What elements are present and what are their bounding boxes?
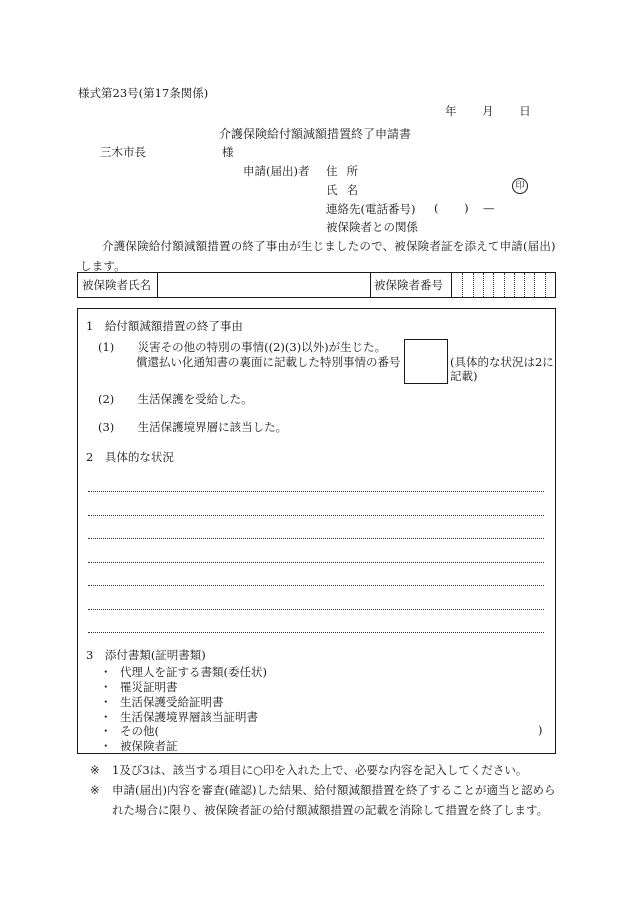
document-title: 介護保険給付額減額措置終了申請書 bbox=[218, 127, 411, 141]
attachment-item[interactable] bbox=[100, 679, 178, 695]
reason-item-1-subtext: 償還払い化通知書の裏面に記載した特別事情の番号 bbox=[136, 355, 401, 369]
reason-item-1-number: (1) bbox=[98, 340, 115, 354]
relation-label: 被保険者との関係 bbox=[326, 220, 418, 234]
section1-title: 1 給付額減額措置の終了事由 bbox=[86, 319, 243, 333]
reason-item-1[interactable] bbox=[98, 339, 386, 355]
attachment-item[interactable] bbox=[100, 738, 178, 754]
reason-item-2-number: (2) bbox=[98, 392, 115, 406]
section3-title: 3 添付書類(証明書類) bbox=[86, 648, 206, 662]
reason-item-3-number: (3) bbox=[98, 420, 115, 434]
bullet: ・ bbox=[100, 724, 112, 738]
note-2 bbox=[92, 780, 558, 820]
insured-info-table bbox=[77, 272, 556, 298]
name-label: 氏名 bbox=[326, 183, 367, 197]
reason-item-2[interactable] bbox=[98, 391, 253, 407]
insured-number-label: 被保険者番号 bbox=[370, 273, 452, 297]
attachment-label: 代理人を証する書類(委任状) bbox=[120, 665, 267, 679]
note-1 bbox=[92, 760, 558, 780]
contact-label: 連絡先(電話番号) bbox=[326, 202, 416, 216]
insured-name-label: 被保険者氏名 bbox=[78, 273, 158, 297]
attachment-label: 被保険者証 bbox=[120, 739, 178, 753]
section2-title: 2 具体的な状況 bbox=[86, 450, 174, 464]
special-reason-number-box[interactable] bbox=[404, 339, 448, 384]
bullet: ・ bbox=[100, 695, 112, 709]
attachment-item[interactable] bbox=[100, 723, 159, 739]
attachment-item[interactable] bbox=[100, 694, 224, 710]
attachment-item[interactable] bbox=[100, 664, 267, 680]
situation-line[interactable] bbox=[88, 632, 544, 633]
digit-separator bbox=[452, 273, 546, 297]
situation-line[interactable] bbox=[88, 538, 544, 539]
bullet: ・ bbox=[100, 665, 112, 679]
attachment-label: 罹災証明書 bbox=[120, 680, 178, 694]
applicant-label: 申請(届出)者 bbox=[243, 164, 310, 178]
reason-item-3-text: 生活保護境界層に該当した。 bbox=[137, 420, 288, 434]
seal-mark: 印 bbox=[512, 178, 528, 194]
situation-line[interactable] bbox=[88, 609, 544, 610]
situation-line[interactable] bbox=[88, 585, 544, 586]
attachment-label: 生活保護境界層該当証明書 bbox=[120, 710, 258, 724]
note-text: 1及び3は、該当する項目に○印を入れた上で、必要な内容を記入してください。 bbox=[112, 763, 528, 777]
situation-line[interactable] bbox=[88, 562, 544, 563]
addressee-honorific: 様 bbox=[222, 145, 234, 159]
note-text: 申請(届出)内容を審査(確認)した結果、給付額減額措置を終了することが適当と認められた場合に限り、被保険者証の給付額減額措置の記載を消除して措置を終了します。 bbox=[112, 783, 556, 817]
contact-paren: ( ) bbox=[434, 201, 469, 215]
note-mark: ※ bbox=[90, 783, 100, 797]
intro-text: 介護保険給付額減額措置の終了事由が生じましたので、被保険者証を添えて申請(届出)します。 bbox=[80, 239, 556, 273]
addressee-name: 三木市長 bbox=[100, 145, 146, 159]
address-label: 住所 bbox=[326, 164, 367, 178]
reason-item-1-note: (具体的な状況は2に記載) bbox=[450, 355, 554, 383]
bullet: ・ bbox=[100, 739, 112, 753]
attachment-label: 生活保護受給証明書 bbox=[120, 695, 224, 709]
insured-number-field[interactable] bbox=[452, 273, 555, 297]
bullet: ・ bbox=[100, 710, 112, 724]
situation-line[interactable] bbox=[88, 515, 544, 516]
bullet: ・ bbox=[100, 680, 112, 694]
contact-dash: — bbox=[483, 201, 495, 215]
insured-name-field[interactable] bbox=[158, 273, 371, 297]
situation-line[interactable] bbox=[88, 491, 544, 492]
main-form-box bbox=[77, 308, 556, 754]
date-line: 年 月 日 bbox=[445, 104, 531, 118]
form-number: 様式第23号(第17条関係) bbox=[78, 86, 209, 100]
attachment-other-close: ) bbox=[538, 723, 543, 737]
note-mark: ※ bbox=[90, 763, 100, 777]
reason-item-2-text: 生活保護を受給した。 bbox=[137, 392, 253, 406]
attachment-label: その他( bbox=[120, 724, 159, 738]
reason-item-1-text: 災害その他の特別の事情((2)(3)以外)が生じた。 bbox=[137, 340, 387, 354]
reason-item-3[interactable] bbox=[98, 419, 287, 435]
